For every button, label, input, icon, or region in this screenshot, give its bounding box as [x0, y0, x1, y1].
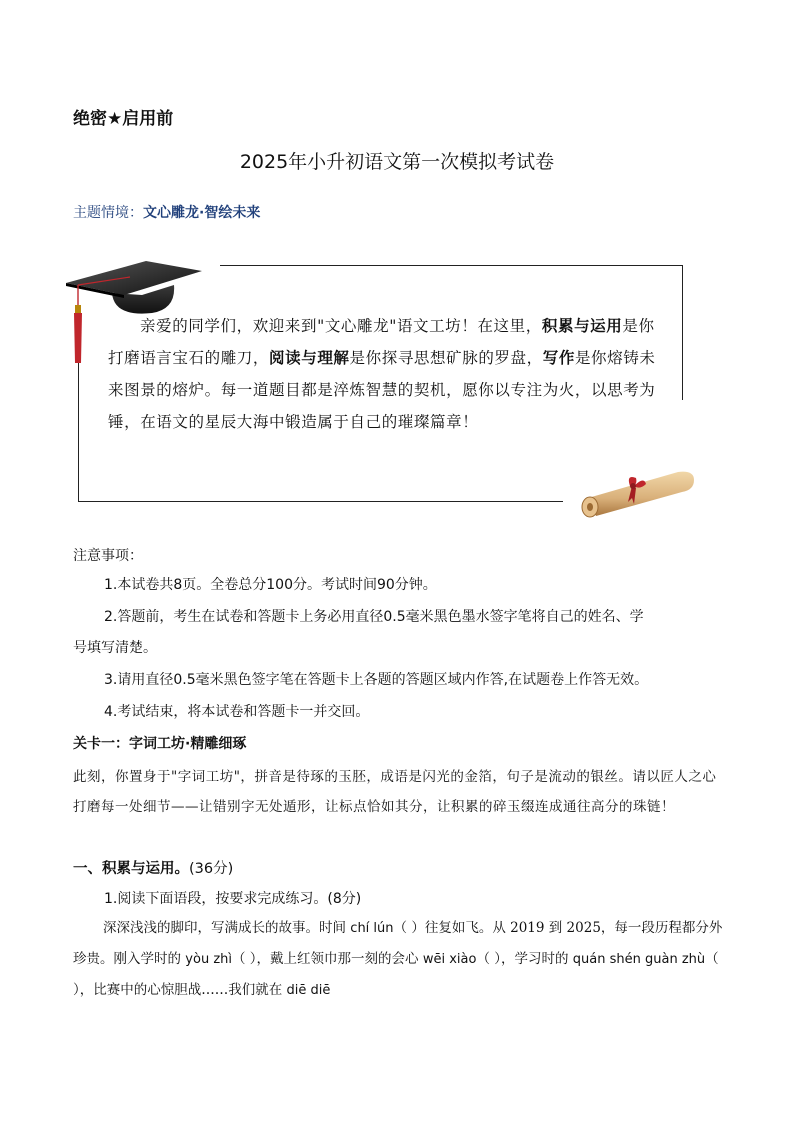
page-title: 2025年小升初语文第一次模拟考试卷	[239, 151, 555, 173]
section-score: (36分)	[189, 861, 234, 877]
pinyin-prompt: wēi xiào	[422, 952, 477, 967]
passage-text: 深深浅浅的脚印，写满成长的故事。时间	[103, 920, 351, 936]
section-heading-bold: 一、积累与运用。	[73, 861, 189, 877]
note-item-continued: 号填写清楚。	[73, 640, 157, 656]
diploma-scroll-icon	[578, 464, 700, 520]
confidential-label: 绝密★启用前	[73, 109, 174, 129]
theme-label: 主题情境：	[73, 205, 143, 221]
intro-text-3: 是你探寻思想矿脉的罗盘，	[349, 349, 543, 367]
notes-heading: 注意事项：	[73, 548, 143, 564]
passage-text: （ ），戴上红领巾那一刻的会心	[232, 951, 423, 967]
frame-border-top	[220, 265, 683, 266]
passage-text: （ ）往复如飞。从 2019 到 2025，每一段历程都分外珍贵。刚入学时的	[73, 920, 723, 967]
intro-bold-1: 积累与运用	[541, 316, 623, 335]
note-item: 1.本试卷共8页。全卷总分100分。考试时间90分钟。	[104, 577, 437, 593]
theme-line	[73, 202, 260, 222]
question-1-passage	[73, 913, 723, 1006]
intro-text-2: 是你打磨语言宝石的雕刀，	[108, 317, 655, 367]
pinyin-prompt: yòu zhì	[185, 952, 232, 967]
intro-paragraph	[108, 310, 668, 438]
intro-bold-3: 写作	[542, 348, 575, 367]
theme-value: 文心雕龙·智绘未来	[143, 205, 261, 221]
frame-border-bottom	[78, 501, 563, 502]
intro-bold-2: 阅读与理解	[269, 348, 350, 367]
intro-text-4: 是你熔铸未来图景的熔炉。每一道题目都是淬炼智慧的契机，愿你以专注为火，以思考为锤，在语文的星辰大海中锻造属于自己的璀璨篇章！	[108, 349, 656, 431]
pinyin-prompt: chí lún	[350, 921, 394, 936]
note-item: 3.请用直径0.5毫米黑色签字笔在答题卡上各题的答题区域内作答,在试题卷上作答无效。	[104, 672, 649, 688]
pinyin-prompt: quán shén guàn zhù	[572, 952, 706, 967]
level-title: 关卡一：字词工坊·精雕细琢	[73, 736, 247, 752]
note-item: 2.答题前，考生在试卷和答题卡上务必用直径0.5毫米黑色墨水签字笔将自己的姓名、学	[104, 609, 644, 625]
passage-text: （ ），比赛中的心惊胆战……我们就在	[73, 951, 719, 998]
pinyin-prompt: diē diē	[286, 983, 331, 998]
frame-border-right	[682, 265, 683, 400]
section-heading	[73, 857, 233, 878]
intro-text-1: 亲爱的同学们，欢迎来到"文心雕龙"语文工坊！在这里，	[140, 317, 542, 335]
passage-text: （ ），学习时的	[476, 951, 573, 967]
question-1-prompt: 1.阅读下面语段，按要求完成练习。(8分)	[104, 891, 362, 907]
note-item: 4.考试结束，将本试卷和答题卡一并交回。	[104, 704, 370, 720]
level-description: 此刻，你置身于"字词工坊"，拼音是待琢的玉胚，成语是闪光的金箔，句子是流动的银丝。请以匠人之心打磨每一处细节——让错别字无处遁形，让标点恰如其分，让积累的碎玉缀连成通往高分的珠链！	[73, 769, 717, 815]
